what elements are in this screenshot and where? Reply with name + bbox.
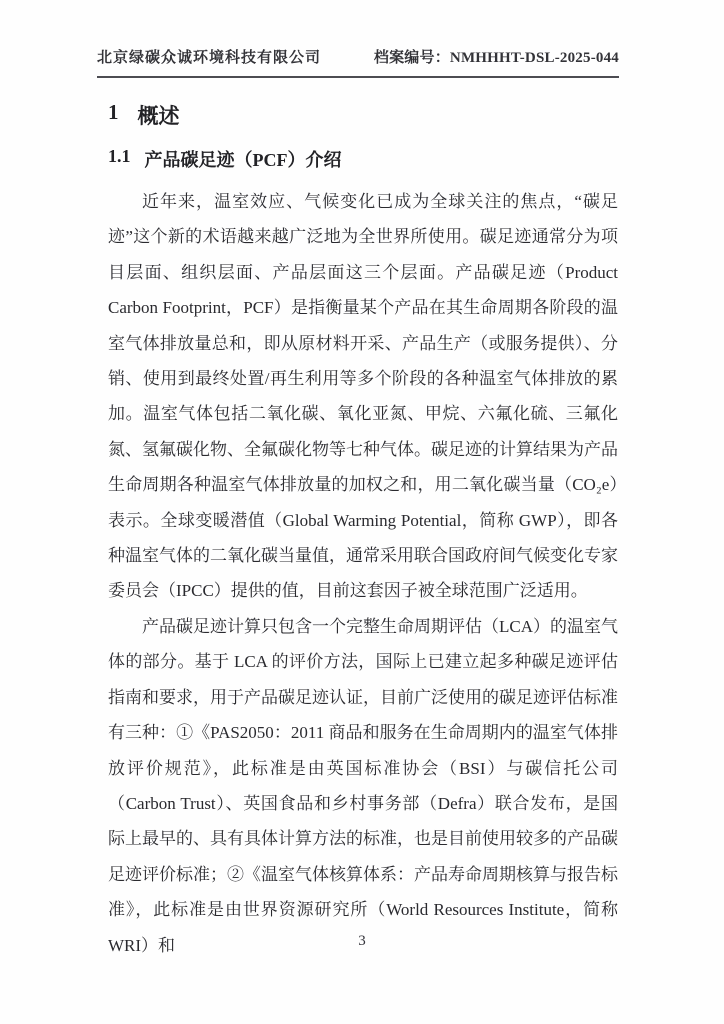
section-heading-1-1-number: 1.1 bbox=[108, 146, 131, 166]
body-text bbox=[108, 184, 618, 963]
section-heading-1-number: 1 bbox=[108, 100, 119, 124]
page-number: 3 bbox=[358, 933, 366, 949]
section-heading-1 bbox=[108, 100, 180, 130]
page-footer bbox=[0, 933, 724, 950]
archive-number: 档案编号：NMHHHT-DSL-2025-044 bbox=[373, 50, 619, 66]
section-heading-1-1-text: 产品碳足迹（PCF）介绍 bbox=[144, 150, 342, 170]
paragraph-1: 近年来，温室效应、气候变化已成为全球关注的焦点，“碳足迹”这个新的术语越来越广泛地为全世界所使用。碳足迹通常分为项目层面、组织层面、产品层面这三个层面。产品碳足迹（Product Carbon Footprint，PCF）是指衡量某个产品在其生命周期各阶段的温室气体排放量总和，即从原材料开采、产品生产（或服务提供）、分销、使用到最终处置/再生利用等多个阶段的各种温室气体排放的累加。温室气体包括二氧化碳、氧化亚氮、甲烷、六氟化硫、三氟化氮、氢氟碳化物、全氟碳化物等七种气体。碳足迹的计算结果为产品生命周期各种温室气体排放量的加权之和，用二氧化碳当量（CO₂e）表示。全球变暖潜值（Global Warming Potential，简称 GWP），即各种温室气体的二氧化碳当量值，通常采用联合国政府间气候变化专家委员会（IPCC）提供的值，目前这套因子被全球范围广泛适用。 bbox=[108, 192, 618, 601]
company-name: 北京绿碳众诚环境科技有限公司 bbox=[97, 50, 322, 66]
paragraph-2: 产品碳足迹计算只包含一个完整生命周期评估（LCA）的温室气体的部分。基于 LCA 的评价方法，国际上已建立起多种碳足迹评估指南和要求，用于产品碳足迹认证，目前广泛使用的碳足迹评估标准有三种：①《PAS2050：2011 商品和服务在生命周期内的温室气体排放评价规范》，此标准是由英国标准协会（BSI）与碳信托公司（Carbon Trust）、英国食品和乡村事务部（Defra）联合发布，是国际上最早的、具有具体计算方法的标准，也是目前使用较多的产品碳足迹评价标准；②《温室气体核算体系：产品寿命周期核算与报告标准》，此标准是由世界资源研究所（World Resources Institute，简称 WRI）和 bbox=[108, 616, 618, 955]
page-header bbox=[97, 46, 619, 78]
section-heading-1-1 bbox=[108, 146, 342, 172]
section-heading-1-text: 概述 bbox=[137, 104, 180, 128]
